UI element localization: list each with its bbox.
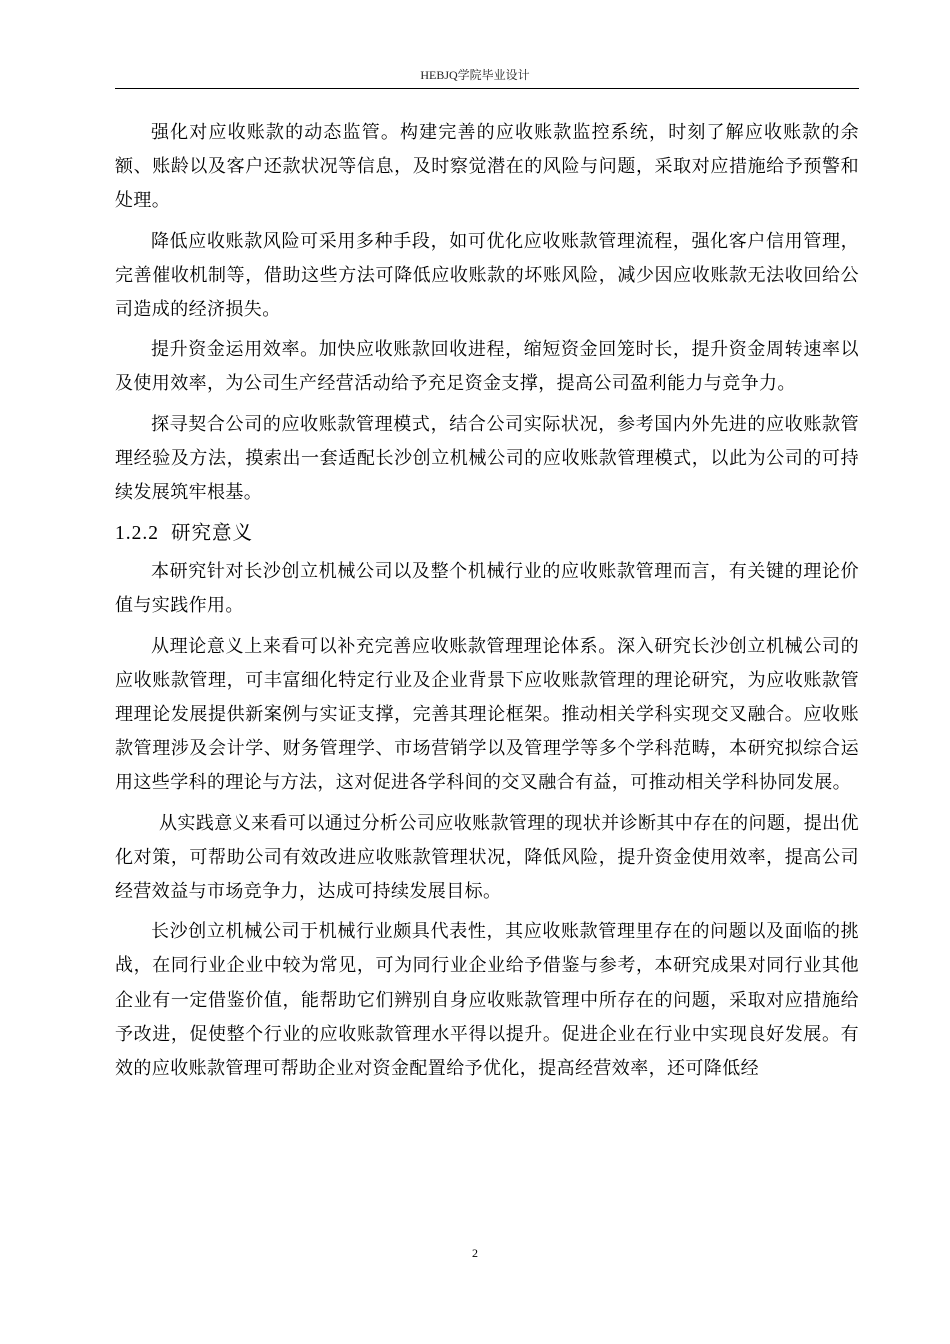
paragraph-risk-reduction: 降低应收账款风险可采用多种手段，如可优化应收账款管理流程，强化客户信用管理，完善催收机制等，借助这些方法可降低应收账款的坏账风险，减少因应收账款无法收回给公司造成的经济损失。 (115, 230, 859, 321)
page-number: 2 (472, 1246, 478, 1260)
section-heading (115, 518, 859, 549)
section-number: 1.2.2 (115, 523, 159, 545)
paragraph-theoretical-significance: 从理论意义上来看可以补充完善应收账款管理理论体系。深入研究长沙创立机械公司的应收账款管理，可丰富细化特定行业及企业背景下应收账款管理的理论研究，为应收账款管理理论发展提供新案例与实证支撑，完善其理论框架。推动相关学科实现交叉融合。应收账款管理涉及会计学、财务管理学、市场营销学以及管理学等多个学科范畴，本研究拟综合运用这些学科的理论与方法，这对促进各学科间的交叉融合有益，可推动相关学科协同发展。 (115, 635, 859, 794)
paragraph-dynamic-monitoring: 强化对应收账款的动态监管。构建完善的应收账款监控系统，时刻了解应收账款的余额、账龄以及客户还款状况等信息，及时察觉潜在的风险与问题，采取对应措施给予预警和处理。 (115, 122, 859, 212)
paragraph-capital-efficiency: 提升资金运用效率。加快应收账款回收进程，缩短资金回笼时长，提升资金周转速率以及使用效率，为公司生产经营活动给予充足资金支撑，提高公司盈利能力与竞争力。 (115, 339, 859, 395)
paragraph-industry-representativeness: 长沙创立机械公司于机械行业颇具代表性，其应收账款管理里存在的问题以及面临的挑战，在同行业企业中较为常见，可为同行业企业给予借鉴与参考，本研究成果对同行业其他企业有一定借鉴价值，能帮助它们辨别自身应收账款管理中所存在的问题，采取对应措施给予改进，促使整个行业的应收账款管理水平得以提升。促进企业在行业中实现良好发展。有效的应收账款管理可帮助企业对资金配置给予优化，提高经营效率，还可降低经 (115, 921, 859, 1080)
header-divider (115, 88, 859, 89)
body-content (115, 116, 859, 1086)
section-title: 研究意义 (171, 521, 254, 545)
paragraph-management-model: 探寻契合公司的应收账款管理模式，结合公司实际状况，参考国内外先进的应收账款管理经验及方法，摸索出一套适配长沙创立机械公司的应收账款管理模式，以此为公司的可持续发展筑牢根基。 (115, 413, 859, 504)
paragraph-research-intro: 本研究针对长沙创立机械公司以及整个机械行业的应收账款管理而言，有关键的理论价值与实践作用。 (115, 561, 859, 617)
page-header: HEBJQ学院毕业设计 (420, 68, 530, 82)
paragraph-practical-significance: 从实践意义来看可以通过分析公司应收账款管理的现状并诊断其中存在的问题，提出优化对策，可帮助公司有效改进应收账款管理状况，降低风险，提升资金使用效率，提高公司经营效益与市场竞争力，达成可持续发展目标。 (115, 812, 859, 903)
